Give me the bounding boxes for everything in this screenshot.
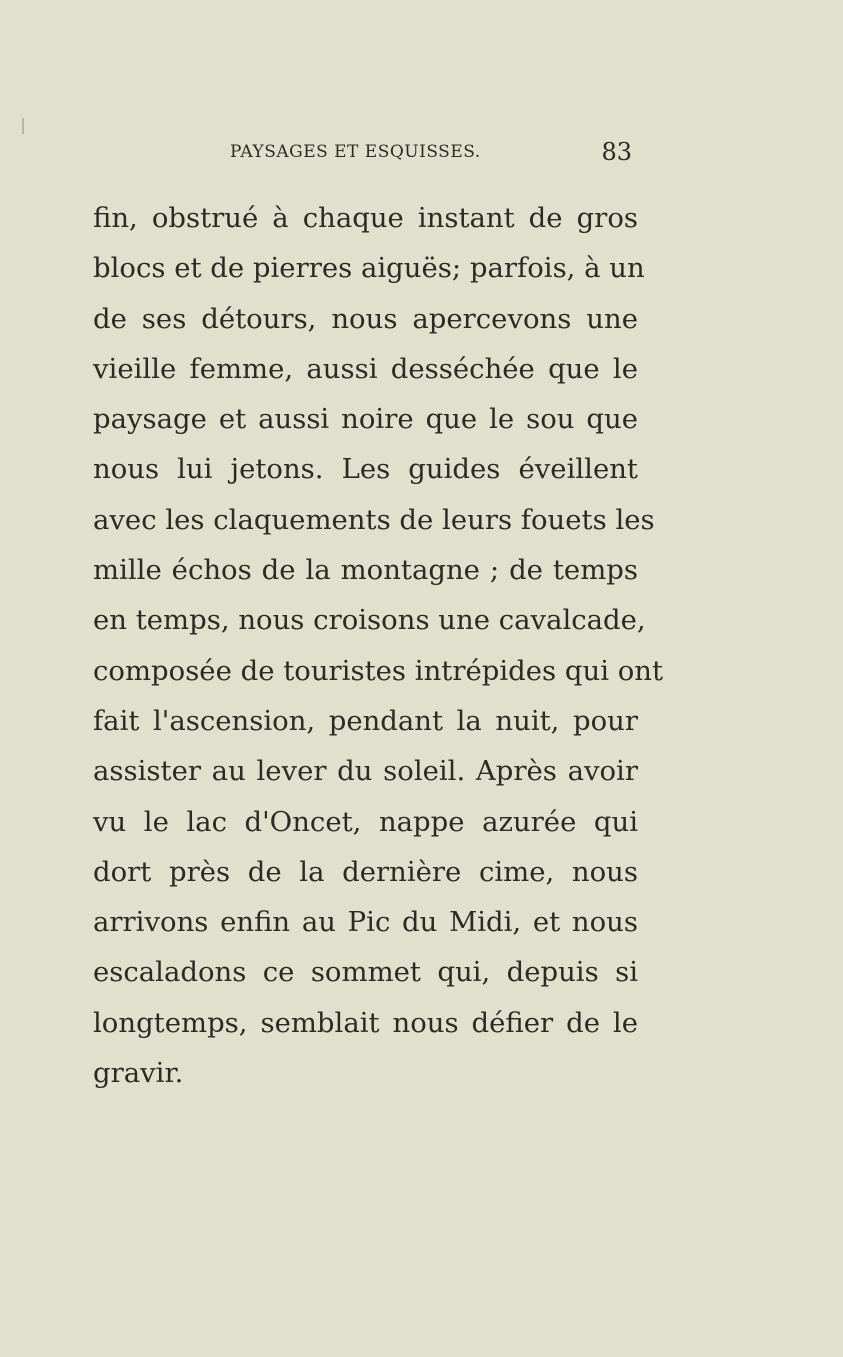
text-line: arrivons enfin au Pic du Midi, et nous xyxy=(93,906,638,939)
text-line: dort près de la dernière cime, nous xyxy=(93,855,638,888)
text-line: escaladons ce sommet qui, depuis si xyxy=(93,956,638,989)
page-header xyxy=(93,138,638,168)
text-line: mille échos de la montagne ; de temps xyxy=(93,554,638,587)
body-text xyxy=(93,193,664,1098)
text-line: vu le lac d'Oncet, nappe azurée qui xyxy=(93,805,638,838)
text-line: blocs et de pierres aiguës; parfois, à un xyxy=(93,252,645,285)
text-line: paysage et aussi noire que le sou que xyxy=(93,403,638,436)
running-title: PAYSAGES ET ESQUISSES. xyxy=(230,142,481,162)
text-line: vieille femme, aussi desséchée que le xyxy=(93,352,638,385)
text-line: gravir. xyxy=(93,1057,184,1090)
margin-mark xyxy=(22,118,24,134)
text-line: fait l'ascension, pendant la nuit, pour xyxy=(93,704,638,737)
text-line: de ses détours, nous apercevons une xyxy=(93,302,638,335)
text-line: longtemps, semblait nous défier de le xyxy=(93,1006,638,1039)
text-line: assister au lever du soleil. Après avoir xyxy=(93,755,638,788)
text-line: nous lui jetons. Les guides éveillent xyxy=(93,453,638,486)
text-line: fin, obstrué à chaque instant de gros xyxy=(93,202,638,234)
text-line: composée de touristes intrépides qui ont xyxy=(93,654,664,687)
text-line: en temps, nous croisons une cavalcade, xyxy=(93,604,646,637)
text-line: avec les claquements de leurs fouets les xyxy=(93,503,655,536)
page-number: 83 xyxy=(601,138,632,166)
